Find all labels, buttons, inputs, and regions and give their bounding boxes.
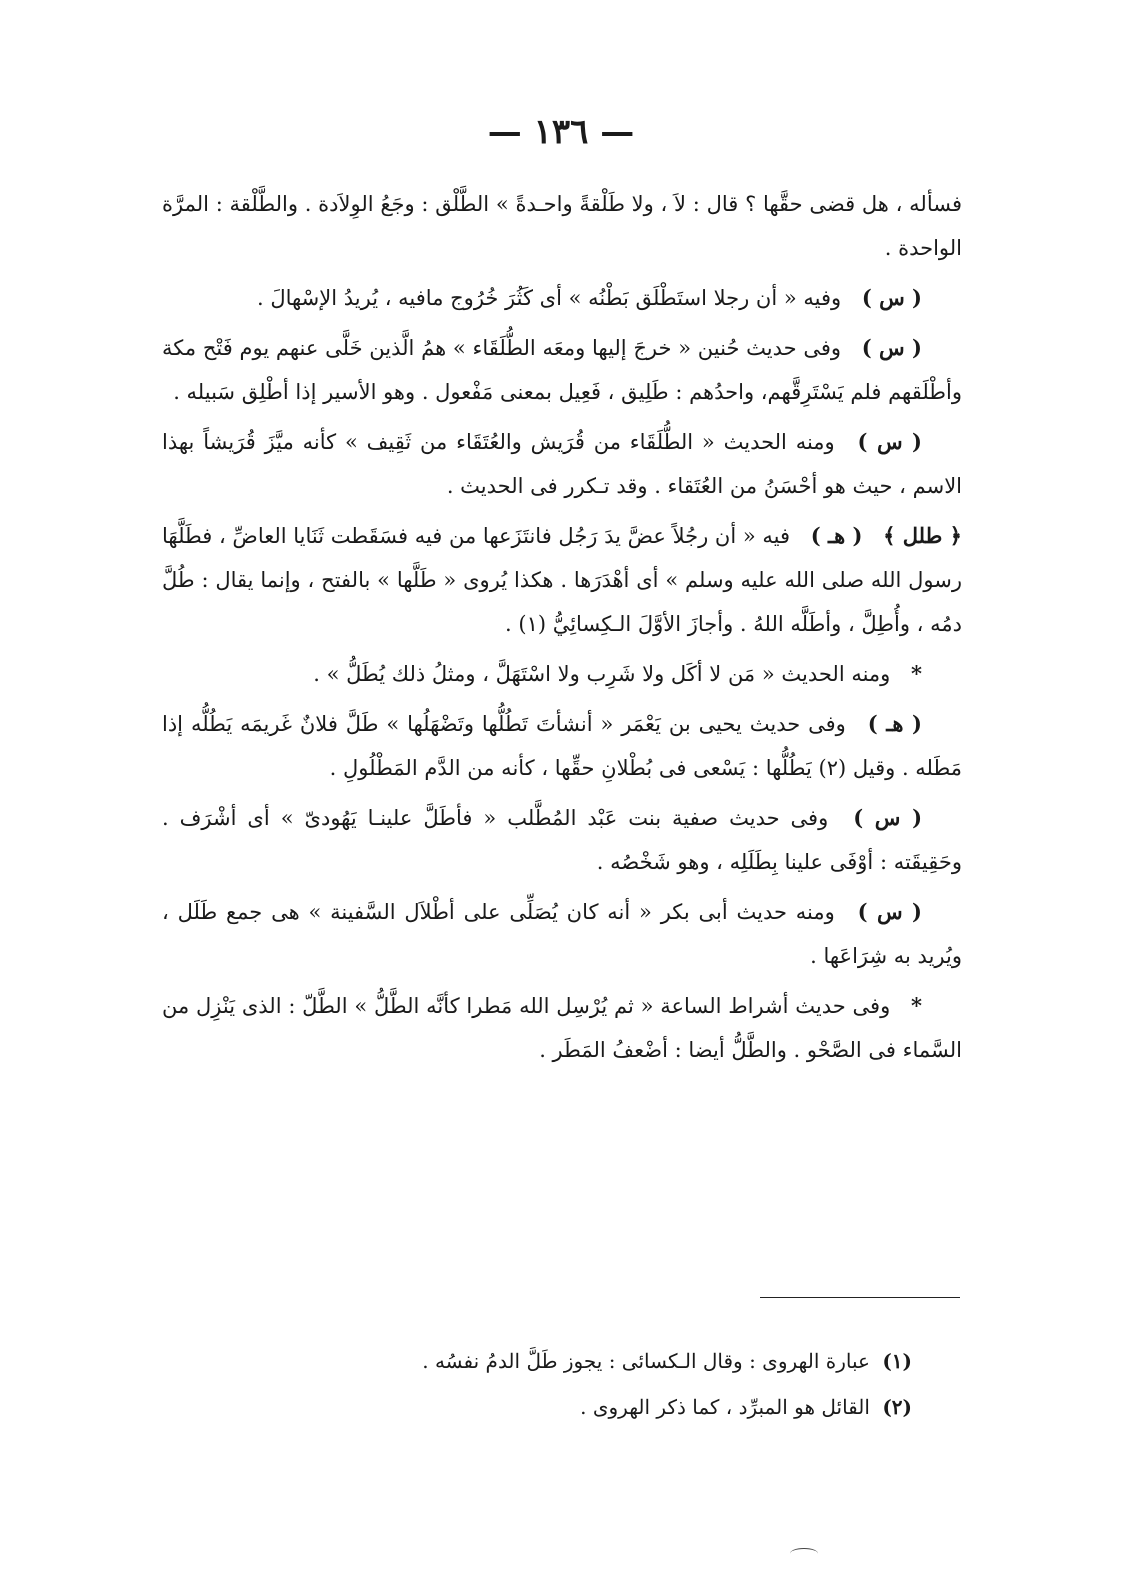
source-marker: ( س ): [857, 899, 922, 924]
footnote-divider: [760, 1297, 960, 1298]
footnotes: [292, 1338, 912, 1430]
source-marker: ( س ): [861, 335, 922, 360]
paragraph-text: وفى حديث يحيى بن يَعْمَر « أنشأتَ تَطُلُّها وتَضْهَلُها » طَلَّ فلانٌ غَريمَه يَطُلُّه إذا مَطَله . وقيل (٢) يَطُلُّها : يَسْعى فى بُطْلانِ حقِّها ، كأنه من الدَّم المَطْلُولِ .: [162, 712, 962, 780]
source-marker: *: [911, 661, 922, 686]
footnote-text: عبارة الهروى : وقال الـكسائى : يجوز طَلَّ الدمُ نفسُه .: [422, 1349, 870, 1373]
paragraph-text: فسأله ، هل قضى حقَّها ؟ قال : لاَ ، ولا طَلْقةً واحـدةً » الطَّلْق : وجَعُ الوِلاَدة . والطَّلْقة : المرَّة الواحدة .: [162, 192, 962, 260]
paragraph-text: فيه « أن رجُلاً عضَّ يدَ رَجُل فانتَزَعها من فيه فسَقَطت ثَنَايا العاضِّ ، فطَلَّهَا رسول الله صلى الله عليه وسلم » أى أهْدَرَها . هكذا يُروى « طَلَّها » بالفتح ، وإنما يقال : طُلَّ دمُه ، وأُطِلَّ ، وأطَلَّه اللهُ . وأجازَ الأوَّلَ الـكِسائِيُّ (١) .: [162, 524, 962, 636]
paragraph-text: وفيه « أن رجلا استَطْلَق بَطْنُه » أى كَثُرَ خُرُوج مافيه ، يُريدُ الإسْهالَ .: [256, 286, 842, 310]
paragraph-text: وفى حديث صفية بنت عَبْد المُطَّلب « فأطَلَّ علينـا يَهُودىّ » أى أشْرَف . وحَقِيقَته : أوْفَى علينا بِطَلَلِه ، وهو شَخْصُه .: [162, 806, 962, 874]
entry-paragraph: [162, 514, 962, 646]
source-marker: ( س ): [853, 805, 922, 830]
source-marker: ( هـ ): [810, 523, 863, 548]
printer-mark: [790, 1548, 818, 1559]
footnote-text: القائل هو المبرِّد ، كما ذكر الهروى .: [580, 1395, 870, 1419]
paragraph-text: ومنه حديث أبى بكر « أنه كان يُصَلِّى على أطْلاَل السَّفينة » هى جمع طَلَل ، ويُريد به شِرَاعَها .: [162, 900, 962, 968]
body-text: [162, 182, 962, 1078]
footnote: [292, 1338, 912, 1384]
paragraph: [162, 182, 962, 270]
footnote-number: (١): [882, 1349, 912, 1373]
paragraph-text: ومنه الحديث « مَن لا أكَل ولا شَرِب ولا اسْتَهَلَّ ، ومثلُ ذلك يُطَلُّ » .: [313, 662, 891, 686]
paragraph-text: وفى حديث أشراط الساعة « ثم يُرْسِل الله مَطرا كأنَّه الطَّلُّ » الطَّلّ : الذى يَنْزِل من السَّماء فى الصَّحْو . والطَّلُّ أيضا : أضْعفُ المَطَر .: [162, 994, 962, 1062]
paragraph: [162, 796, 962, 884]
paragraph-text: وفى حديث حُنين « خرجَ إليها ومعَه الطُّلَقَاء » همُ الَّذين خَلَّى عنهم يوم فَتْح مكة وأطْلَقهم فلم يَسْتَرِقَّهم، واحدُهم : طَلِيق ، فَعِيل بمعنى مَفْعول . وهو الأسير إذا أطْلِق سَبيله .: [162, 336, 962, 404]
entry-headword: ﴿ طلل ﴾: [883, 523, 962, 548]
paragraph: [162, 890, 962, 978]
paragraph: [162, 702, 962, 790]
footnote: [292, 1384, 912, 1430]
paragraph: [162, 326, 962, 414]
source-marker: ( س ): [857, 429, 922, 454]
paragraph-text: ومنه الحديث « الطُّلَقَاء من قُرَيش والعُتَقَاء من ثَقِيف » كأنه ميَّزَ قُرَيشاً بهذا الاسم ، حيث هو أحْسَنُ من العُتَقاء . وقد تـكرر فى الحديث .: [162, 430, 962, 498]
paragraph: [162, 984, 962, 1072]
source-marker: ( س ): [861, 285, 922, 310]
footnote-number: (٢): [882, 1395, 912, 1419]
paragraph: [162, 420, 962, 508]
paragraph: [162, 652, 962, 696]
source-marker: *: [911, 993, 922, 1018]
page-number: — ١٣٦ —: [487, 112, 635, 152]
paragraph: [162, 276, 962, 320]
source-marker: ( هـ ): [867, 711, 922, 736]
